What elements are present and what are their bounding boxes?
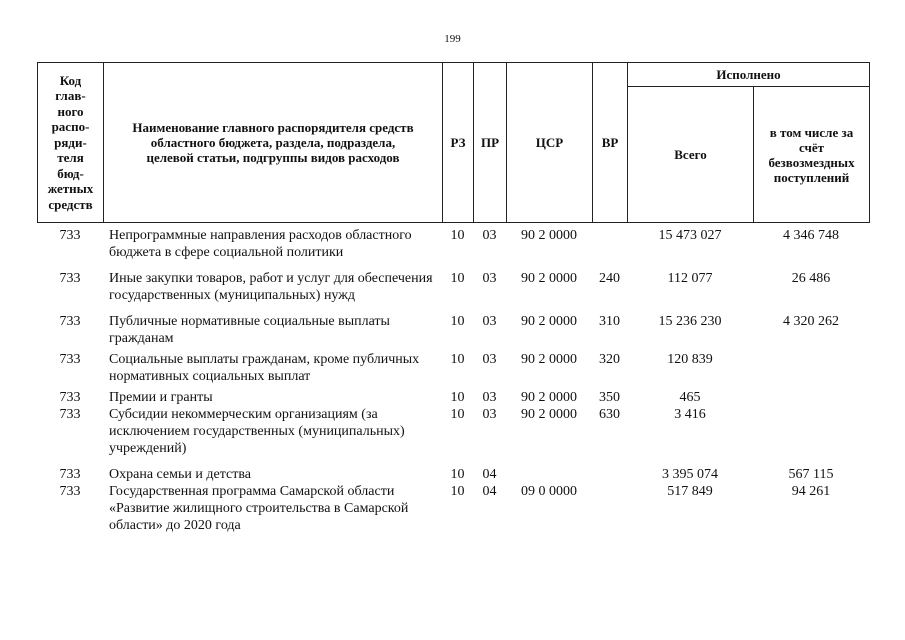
cell-name: Субсидии некоммерческим организациям (за исключением государственных (муниципальных) учреждений) (109, 407, 405, 456)
header-code: Код глав- ного распо- ряди- теля бюд- жетных средств (38, 63, 104, 223)
cell-pr: 03 (482, 314, 497, 329)
table-row (37, 466, 869, 483)
cell-incl (753, 389, 869, 406)
cell-name: Государственная программа Самарской области «Развитие жилищного строительства в Самарской области» до 2020 года (109, 484, 409, 533)
cell-incl (753, 351, 869, 385)
cell-name: Публичные нормативные социальные выплаты гражданам (109, 314, 390, 346)
cell-name: Премии и гранты (109, 390, 213, 405)
header-pr: ПР (474, 63, 507, 223)
table-row (37, 483, 869, 534)
cell-rz: 10 (450, 314, 465, 329)
cell-total: 3 395 074 (662, 467, 718, 482)
cell-pr: 03 (482, 271, 497, 286)
cell-rz: 10 (450, 352, 465, 367)
data-rows (37, 227, 869, 534)
header-executed: Исполнено (628, 63, 870, 87)
cell-csr: 09 0 0000 (521, 484, 577, 499)
cell-total: 15 473 027 (658, 228, 722, 243)
header-vr: ВР (593, 63, 628, 223)
cell-rz: 10 (450, 407, 465, 422)
cell-pr: 03 (482, 407, 497, 422)
cell-code: 733 (59, 352, 81, 367)
cell-vr: 310 (599, 314, 620, 329)
cell-code: 733 (59, 390, 81, 405)
table-header (37, 62, 870, 223)
header-rz: РЗ (443, 63, 474, 223)
cell-csr (506, 466, 592, 483)
cell-name: Социальные выплаты гражданам, кроме публичных нормативных социальных выплат (109, 352, 420, 384)
cell-vr: 320 (599, 352, 620, 367)
cell-vr: 350 (599, 390, 620, 405)
cell-code: 733 (59, 228, 81, 243)
cell-code: 733 (59, 467, 81, 482)
cell-name: Иные закупки товаров, работ и услуг для обеспечения государственных (муниципальных) нужд (109, 271, 433, 303)
cell-name: Непрограммные направления расходов областного бюджета в сфере социальной политики (109, 228, 412, 260)
page-number: 199 (444, 33, 461, 45)
cell-csr: 90 2 0000 (521, 314, 577, 329)
header-incl: в том числе за счёт безвозмездных поступлений (754, 87, 870, 223)
cell-pr: 03 (482, 352, 497, 367)
cell-incl: 94 261 (791, 484, 831, 499)
cell-vr: 240 (599, 271, 620, 286)
cell-total: 120 839 (667, 352, 713, 367)
cell-code: 733 (59, 407, 81, 422)
cell-rz: 10 (450, 228, 465, 243)
cell-rz: 10 (450, 271, 465, 286)
cell-name: Охрана семьи и детства (109, 467, 251, 482)
cell-rz: 10 (450, 467, 465, 482)
cell-incl: 26 486 (791, 271, 831, 286)
table-row (37, 227, 869, 261)
header-csr: ЦСР (507, 63, 593, 223)
cell-incl (753, 406, 869, 457)
cell-csr: 90 2 0000 (521, 228, 577, 243)
header-code-text: Код (59, 72, 82, 88)
header-total: Всего (628, 87, 754, 223)
cell-incl: 4 320 262 (783, 314, 839, 329)
cell-rz: 10 (450, 390, 465, 405)
table-row (37, 313, 869, 347)
cell-code: 733 (59, 271, 81, 286)
header-name: Наименование главного распорядителя средств областного бюджета, раздела, подраздела, целевой статьи, подгруппы видов расходов (104, 63, 443, 223)
cell-pr: 04 (482, 484, 497, 499)
table-row (37, 406, 869, 457)
cell-vr (592, 483, 627, 534)
cell-pr: 03 (482, 390, 497, 405)
cell-total: 15 236 230 (658, 314, 722, 329)
table-row (37, 389, 869, 406)
cell-vr (592, 466, 627, 483)
table-row (37, 270, 869, 304)
table-row (37, 351, 869, 385)
cell-csr: 90 2 0000 (521, 271, 577, 286)
cell-total: 3 416 (674, 407, 706, 422)
cell-csr: 90 2 0000 (521, 390, 577, 405)
cell-vr: 630 (599, 407, 620, 422)
cell-total: 465 (679, 390, 701, 405)
cell-rz: 10 (450, 484, 465, 499)
cell-pr: 04 (482, 467, 497, 482)
cell-pr: 03 (482, 228, 497, 243)
cell-total: 112 077 (667, 271, 713, 286)
cell-csr: 90 2 0000 (521, 407, 577, 422)
cell-vr (592, 227, 627, 261)
cell-incl: 4 346 748 (783, 228, 839, 243)
cell-code: 733 (59, 484, 81, 499)
cell-incl: 567 115 (788, 467, 834, 482)
cell-code: 733 (59, 314, 81, 329)
cell-csr: 90 2 0000 (521, 352, 577, 367)
cell-total: 517 849 (667, 484, 713, 499)
